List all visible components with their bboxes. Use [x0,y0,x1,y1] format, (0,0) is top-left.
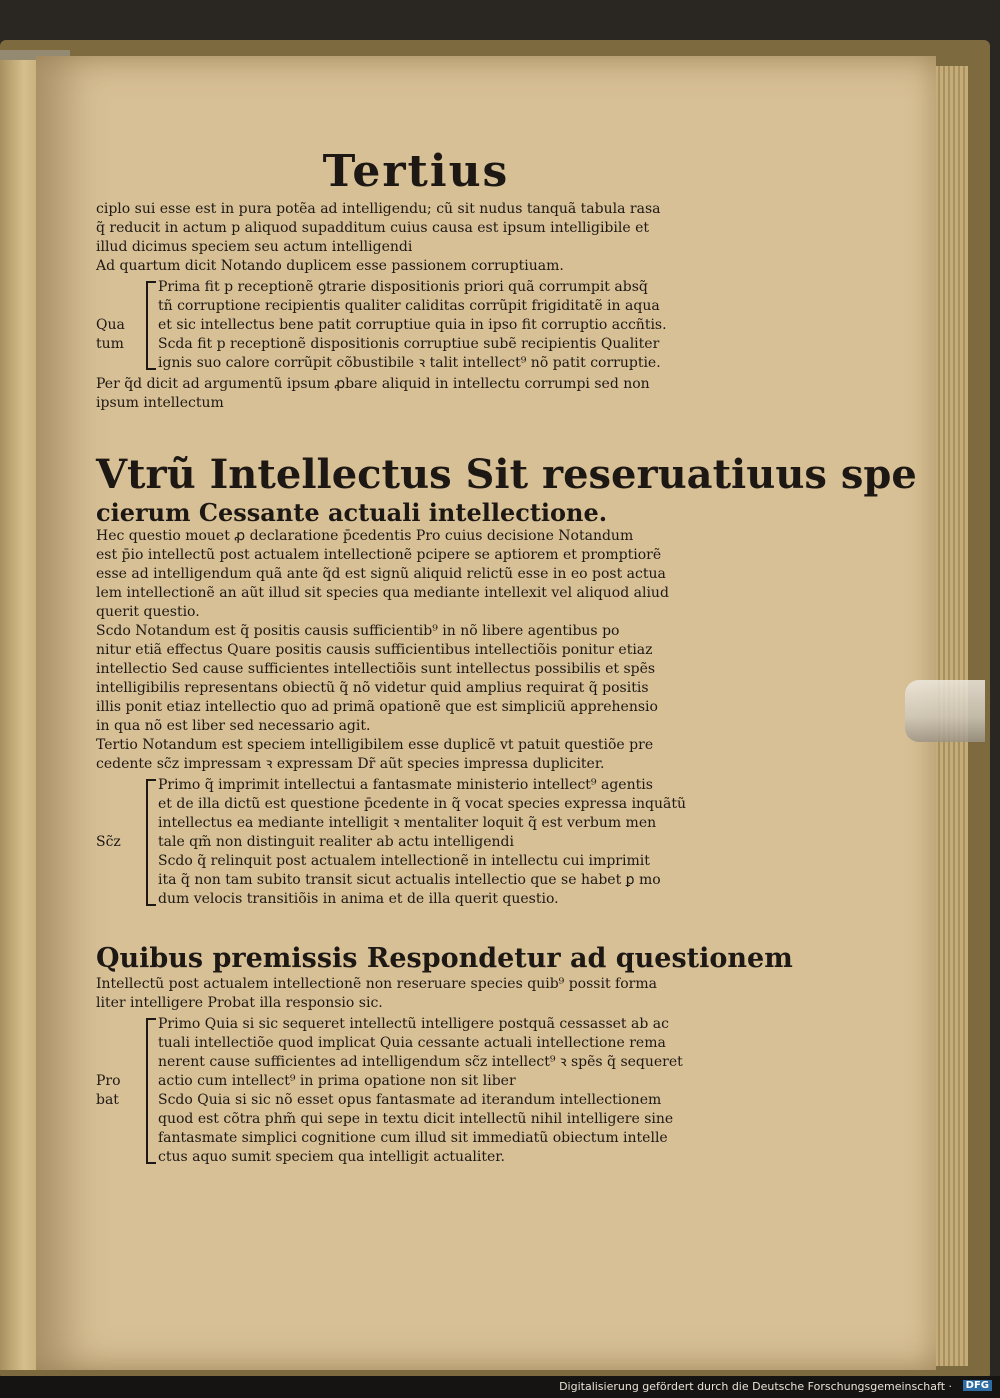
text-line: est p̄io intellectũ post actualem intellectionẽ pcipere se aptiorem et promptiorẽ [96,547,662,563]
paragraph-4 [96,975,736,1013]
margin-label-line: tum [96,336,124,352]
text-line: lem intellectionẽ an aũt illud sit species qua mediante intellexit vel aliquod aliud [96,585,669,601]
text-line: nerent cause sufficientes ad intelligendum sc̃z intellect⁹ ꝛ spẽs q̃ sequeret [158,1054,683,1070]
page-text [96,146,917,1169]
text-line: in qua nõ est liber sed necessario agit. [96,718,371,734]
text-line: ciplo sui esse est in pura potẽa ad intelligendu; cũ sit nudus tanquã tabula rasa [96,201,661,217]
margin-label [96,833,142,852]
margin-label-line: Sc̃z [96,834,121,850]
text-line: tñ corruptione recipientis qualiter caliditas corrũpit frigiditatẽ in aqua [158,298,660,314]
margin-label-line: bat [96,1092,119,1108]
question-subheading: cierum Cessante actuali intellectione. [96,498,608,527]
margin-label [96,1072,142,1110]
paragraph-2 [96,375,736,413]
text-line: ignis suo calore corrũpit cõbustibile ꝛ talit intellect⁹ nõ patit corruptie. [158,355,661,371]
margin-label-line: Pro [96,1073,121,1089]
paragraph-3 [96,527,736,774]
text-line: et de illa dictũ est questione p̄cedente in q̃ vocat species expressa inquãtũ [158,796,687,812]
footer-bar [0,1376,1000,1398]
text-line: ctus aquo sumit speciem qua intelligit actualiter. [158,1149,505,1165]
text-line: ita q̃ non tam subito transit sicut actualis intellectio que se habet ꝑ mo [158,872,661,888]
text-line: Tertio Notandum est speciem intelligibilem esse duplicẽ vt patuit questiõe pre [96,737,654,753]
text-line: ipsum intellectum [96,395,224,411]
margin-label [96,316,142,354]
running-head: Tertius [322,146,510,197]
text-line: intelligibilis representans obiectũ q̃ nõ videtur quid amplius requirat q̃ positis [96,680,649,696]
page-marker-tab [905,680,985,742]
bracket-brace [146,779,156,906]
text-line: Primo Quia si sic sequeret intellectũ intelligere postquã cessasset ab ac [158,1016,669,1032]
dfg-logo: DFG [963,1380,992,1391]
question-heading: Vtrũ Intellectus Sit reseruatiuus spe [96,451,917,498]
left-page-edge [0,60,40,1370]
text-line: esse ad intelligendum quã ante q̃d est signũ aliquid relictũ esse in eo post actua [96,566,666,582]
bracket-block-2 [96,776,736,909]
text-line: illud dicimus speciem seu actum intelligendi [96,239,413,255]
text-line: intellectio Sed cause sufficientes intellectiõis sunt intellectus possibilis et spẽs [96,661,656,677]
text-line: Prima fit p receptionẽ ꝯtrarie dispositionis priori quã corrumpit absq̃ [158,279,648,295]
text-line: nitur etiã effectus Quare positis causis sufficientibus intellectiõis ponitur etiaz [96,642,653,658]
text-line: quod est cõtra phm̃ qui sepe in textu dicit intellectũ nihil intelligere sine [158,1111,674,1127]
text-line: Scdo Quia si sic nõ esset opus fantasmate ad iterandum intellectionem [158,1092,662,1108]
text-line: actio cum intellect⁹ in prima opatione non sit liber [158,1073,516,1089]
text-line: tale qm̃ non distinguit realiter ab actu intelligendi [158,834,514,850]
text-line: liter intelligere Probat illa responsio sic. [96,995,383,1011]
bracket-brace [146,281,156,370]
text-line: intellectus ea mediante intelligit ꝛ mentaliter loquit q̃ est verbum men [158,815,657,831]
text-line: illis ponit etiaz intellectio quo ad primã opationẽ que est simpliciũ apprehensio [96,699,658,715]
text-line: tuali intellectiõe quod implicat Quia cessante actuali intellectione rema [158,1035,666,1051]
bracket-block-3 [96,1015,736,1167]
margin-label-line: Qua [96,317,125,333]
text-line: Scdo Notandum est q̃ positis causis sufficientib⁹ in nõ libere agentibus po [96,623,620,639]
text-line: Intellectũ post actualem intellectionẽ non reseruare species quib⁹ possit forma [96,976,657,992]
bracket-block-1 [96,278,736,373]
funding-credit: Digitalisierung gefördert durch die Deutsche Forschungsgemeinschaft · [559,1380,952,1393]
response-heading: Quibus premissis Respondetur ad questionem [96,943,793,974]
text-line: q̃ reducit in actum p aliquod supadditum cuius causa est ipsum intelligibile et [96,220,649,236]
text-line: et sic intellectus bene patit corruptiue quia in ipso fit corruptio accñtis. [158,317,667,333]
text-line: querit questio. [96,604,200,620]
text-line: Scda fit p receptionẽ dispositionis corruptiue subẽ recipientis Qualiter [158,336,660,352]
text-line: Per q̃d dicit ad argumentũ ipsum ꝓbare aliquid in intellectu corrumpi sed non [96,376,650,392]
text-line: Hec questio mouet ꝓ declaratione p̄cedentis Pro cuius decisione Notandum [96,528,634,544]
text-line: fantasmate simplici cognitione cum illud sit immediatũ obiectum intelle [158,1130,668,1146]
text-line: Primo q̃ imprimit intellectui a fantasmate ministerio intellect⁹ agentis [158,777,653,793]
text-line: Scdo q̃ relinquit post actualem intellectionẽ in intellectu cui imprimit [158,853,650,869]
text-line: Ad quartum dicit Notando duplicem esse passionem corruptiuam. [96,258,564,274]
paragraph-1 [96,200,736,276]
text-line: dum velocis transitiõis in anima et de illa querit questio. [158,891,559,907]
bracket-brace [146,1018,156,1164]
text-line: cedente sc̃z impressam ꝛ expressam Dr̃ aũt species impressa dupliciter. [96,756,605,772]
